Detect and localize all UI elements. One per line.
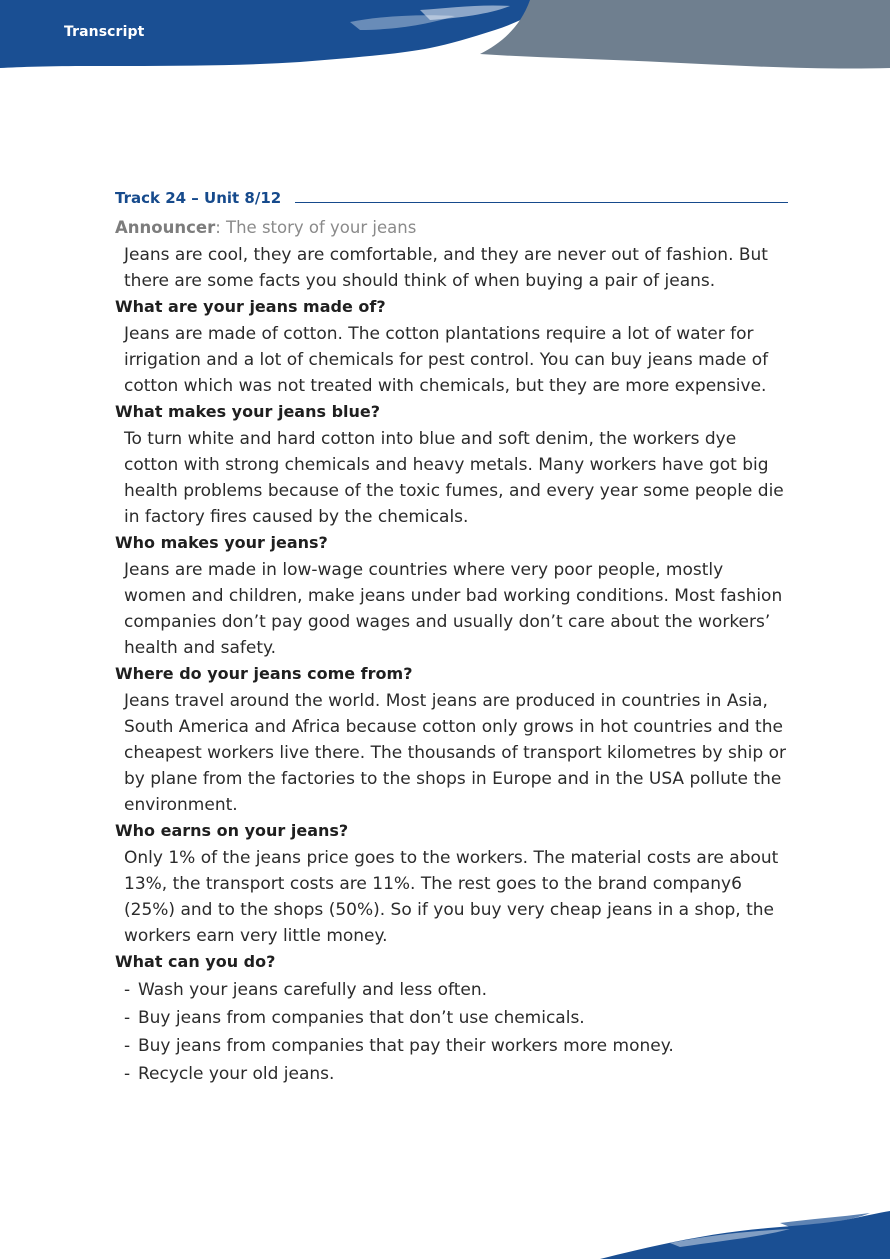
section-answer: Only 1% of the jeans price goes to the workers. The material costs are about 13%, the transport costs are 11%. The rest goes to the brand company6 (25%) and to the shops (50%). So if you buy very cheap jeans in a shop, the workers earn very little money. [124,848,779,946]
dash-bullet: - [124,1008,131,1028]
section-question: Who earns on your jeans? [115,821,349,840]
intro-paragraph: Jeans are cool, they are comfortable, and they are never out of fashion. But there are some facts you should think of when buying a pair of jeans. [124,245,768,291]
section-answer: Jeans are made in low-wage countries where very poor people, mostly women and children, make jeans under bad working conditions. Most fashion companies don’t pay good wages and usually don’t care about the workers’ health and safety. [124,560,783,658]
announcer-speaker: Announcer [115,218,216,237]
announcer-line [115,216,788,240]
dash-bullet: - [124,1064,131,1084]
track-title: Track 24 – Unit 8/12 [115,189,282,207]
list-item [124,1032,788,1060]
track-divider [295,202,788,203]
list-item [124,976,788,1004]
dash-bullet: - [124,980,131,1000]
dash-bullet: - [124,1036,131,1056]
section-question: Who makes your jeans? [115,533,328,552]
tip-text: Recycle your old jeans. [138,1064,335,1084]
header-label: Transcript [64,24,145,40]
tip-text: Buy jeans from companies that pay their workers more money. [138,1036,674,1056]
transcript-body [115,186,788,1088]
header-brush-band [0,0,890,90]
section-question: What are your jeans made of? [115,297,386,316]
section-question: Where do your jeans come from? [115,664,413,683]
list-item [124,1060,788,1088]
tip-text: Wash your jeans carefully and less often. [138,980,488,1000]
track-heading [115,186,788,210]
header-slate-stroke [480,0,890,69]
section-answer: Jeans travel around the world. Most jeans are produced in countries in Asia, South America and Africa because cotton only grows in hot countries and the cheapest workers live there. The thousands of transport kilometres by ship or by plane from the factories to the shops in Europe and in the USA pollute the environment. [124,691,786,815]
tips-list [124,976,788,1088]
list-item [124,1004,788,1032]
tip-text: Buy jeans from companies that don’t use chemicals. [138,1008,585,1028]
section-question: What makes your jeans blue? [115,402,381,421]
section-answer: To turn white and hard cotton into blue and soft denim, the workers dye cotton with strong chemicals and heavy metals. Many workers have got big health problems because of the toxic fumes, and every year some people die in factory fires caused by the chemicals. [124,429,784,527]
announcer-text: : The story of your jeans [215,218,417,237]
actions-question: What can you do? [115,952,276,971]
footer-brush-band [580,1199,890,1259]
section-answer: Jeans are made of cotton. The cotton plantations require a lot of water for irrigation and a lot of chemicals for pest control. You can buy jeans made of cotton which was not treated with chemicals, but they are more expensive. [124,324,769,396]
